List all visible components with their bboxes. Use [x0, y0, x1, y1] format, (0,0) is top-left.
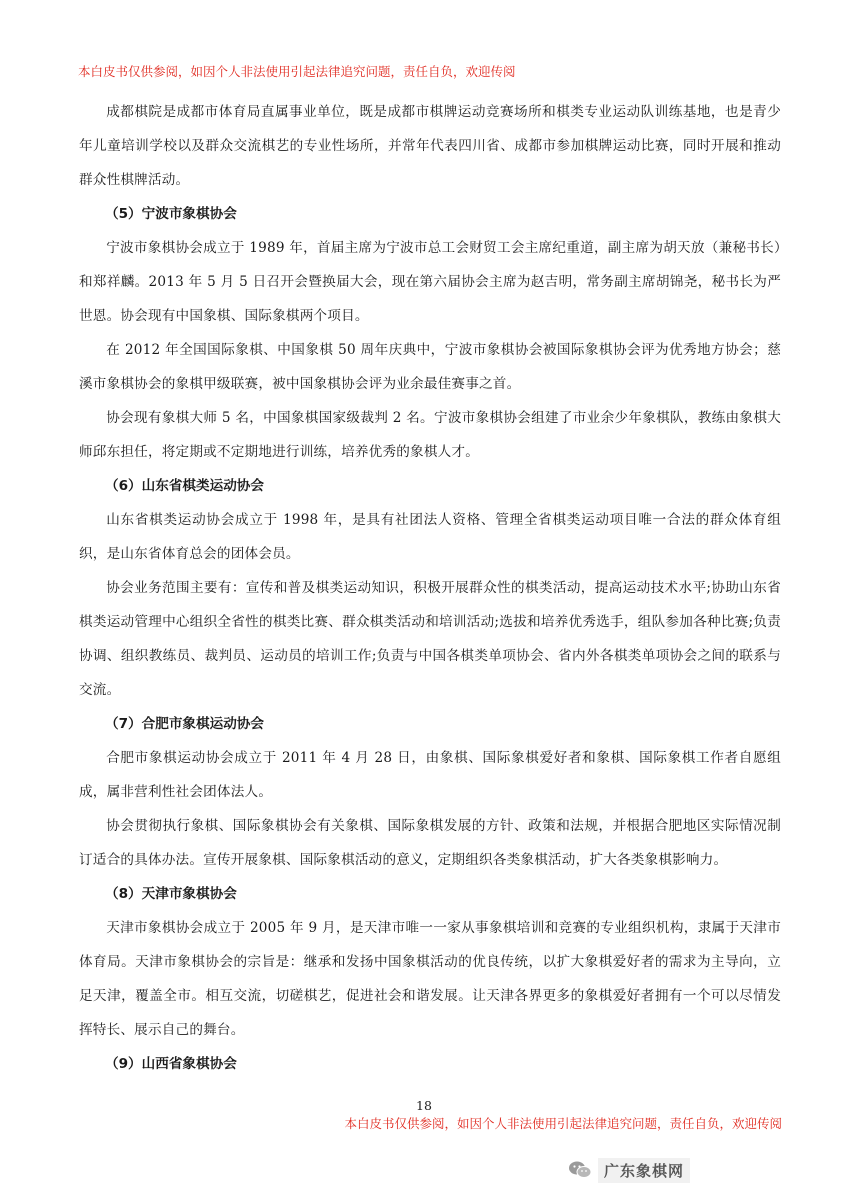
section-heading-shanxi: （9）山西省象棋协会: [105, 1056, 237, 1072]
section-heading-tianjin: （8）天津市象棋协会: [105, 886, 237, 902]
section-paragraph: 协会现有象棋大师 5 名，中国象棋国家级裁判 2 名。宁波市象棋协会组建了市业余少年象棋队，教练由象棋大师邱东担任，将定期或不定期地进行训练，培养优秀的象棋人才。: [79, 410, 781, 460]
wechat-icon: [568, 1160, 592, 1180]
section-heading-ningbo: （5）宁波市象棋协会: [105, 206, 237, 222]
intro-paragraph: 成都棋院是成都市体育局直属事业单位，既是成都市棋牌运动竞赛场所和棋类专业运动队训练基地，也是青少年儿童培训学校以及群众交流棋艺的专业性场所，并常年代表四川省、成都市参加棋牌运动比赛，同时开展和推动群众性棋牌活动。: [79, 104, 781, 188]
section-paragraph: 在 2012 年全国国际象棋、中国象棋 50 周年庆典中，宁波市象棋协会被国际象棋协会评为优秀地方协会；慈溪市象棋协会的象棋甲级联赛，被中国象棋协会评为业余最佳赛事之首。: [79, 342, 781, 392]
page-number: 18: [416, 1098, 432, 1113]
section-paragraph: 天津市象棋协会成立于 2005 年 9 月，是天津市唯一一家从事象棋培训和竞赛的专业组织机构，隶属于天津市体育局。天津市象棋协会的宗旨是：继承和发扬中国象棋活动的优良传统，以扩大象棋爱好者的需求为主导向，立足天津，覆盖全市。相互交流，切磋棋艺，促进社会和谐发展。让天津各界更多的象棋爱好者拥有一个可以尽情发挥特长、展示自己的舞台。: [79, 920, 781, 1038]
footer-disclaimer: 本白皮书仅供参阅，如因个人非法使用引起法律追究问题，责任自负，欢迎传阅: [344, 1116, 782, 1131]
watermark: [568, 1157, 690, 1183]
document-body: [79, 95, 781, 1081]
watermark-text: 广东象棋网: [598, 1158, 690, 1183]
section-paragraph: 合肥市象棋运动协会成立于 2011 年 4 月 28 日，由象棋、国际象棋爱好者和象棋、国际象棋工作者自愿组成，属非营利性社会团体法人。: [79, 750, 781, 800]
header-disclaimer: 本白皮书仅供参阅，如因个人非法使用引起法律追究问题，责任自负，欢迎传阅: [78, 64, 516, 79]
section-heading-shandong: （6）山东省棋类运动协会: [105, 478, 264, 494]
section-heading-hefei: （7）合肥市象棋运动协会: [105, 716, 264, 732]
section-paragraph: 协会贯彻执行象棋、国际象棋协会有关象棋、国际象棋发展的方针、政策和法规，并根据合肥地区实际情况制订适合的具体办法。宣传开展象棋、国际象棋活动的意义，定期组织各类象棋活动，扩大各类象棋影响力。: [79, 818, 781, 868]
section-paragraph: 山东省棋类运动协会成立于 1998 年，是具有社团法人资格、管理全省棋类运动项目唯一合法的群众体育组织，是山东省体育总会的团体会员。: [79, 512, 781, 562]
section-paragraph: 协会业务范围主要有：宣传和普及棋类运动知识，积极开展群众性的棋类活动，提高运动技术水平;协助山东省棋类运动管理中心组织全省性的棋类比赛、群众棋类活动和培训活动;选拔和培养优秀选手，组队参加各种比赛;负责协调、组织教练员、裁判员、运动员的培训工作;负责与中国各棋类单项协会、省内外各棋类单项协会之间的联系与交流。: [79, 580, 781, 698]
section-paragraph: 宁波市象棋协会成立于 1989 年，首届主席为宁波市总工会财贸工会主席纪重道，副主席为胡天放（兼秘书长）和郑祥麟。2013 年 5 月 5 日召开会暨换届大会，现在第六届协会主席为赵吉明，常务副主席胡锦尧，秘书长为严世恩。协会现有中国象棋、国际象棋两个项目。: [79, 240, 781, 324]
